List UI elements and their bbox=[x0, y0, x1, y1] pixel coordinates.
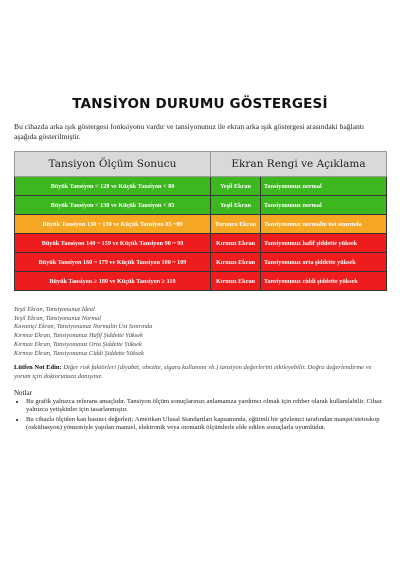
range-cell: Büyük Tansiyon 160 ~ 179 ve Küçük Tansiyon 100 ~ 109 bbox=[15, 253, 211, 272]
range-cell: Büyük Tansiyon ≥ 180 ve Küçük Tansiyon ≥ 110 bbox=[15, 272, 211, 291]
notes-list bbox=[14, 398, 396, 434]
note-item: • Bu cihazla ölçülen kan basıncı değerleri; Amerikan Ulusal Standartları kapsamında, eğitimli bir gözlemci tarafından manşet/stetoskop (oskültasyon) yöntemiyle yapılan manuel, elektronik veya otomatik ölçümlerle elde edilen sonuçlarla uyumludur. bbox=[26, 416, 396, 433]
notes-heading: Notlar bbox=[14, 389, 32, 397]
description-cell: Tansiyonunuz normal bbox=[261, 196, 387, 215]
screen-color-cell: Yeşil Ekran bbox=[211, 177, 261, 196]
range-cell: Büyük Tansiyon < 120 ve Küçük Tansiyon < 80 bbox=[15, 177, 211, 196]
legend-item: Kırmızı Ekran, Tansiyonunuz Ciddi Şiddette Yüksek bbox=[14, 349, 144, 357]
description-cell: Tansiyonunuz normal bbox=[261, 177, 387, 196]
table-row bbox=[15, 215, 387, 234]
description-cell: Tansiyonunuz hafif şiddette yüksek bbox=[261, 234, 387, 253]
range-cell: Büyük Tansiyon < 130 ve Küçük Tansiyon < 85 bbox=[15, 196, 211, 215]
description-cell: Tansiyonunuz ciddi şiddette yüksek bbox=[261, 272, 387, 291]
legend-item: Kırmızı Ekran, Tansiyonunuz Orta Şiddette Yüksek bbox=[14, 340, 142, 348]
table-row bbox=[15, 272, 387, 291]
table-row bbox=[15, 234, 387, 253]
please-note bbox=[14, 364, 386, 381]
screen-color-cell: Kırmızı Ekran bbox=[211, 272, 261, 291]
range-cell: Büyük Tansiyon 140 ~ 159 ve Küçük Tansiyon 90 ~ 99 bbox=[15, 234, 211, 253]
range-cell: Büyük Tansiyon 130 ~ 139 ve Küçük Tansiyon 85 ~89 bbox=[15, 215, 211, 234]
description-cell: Tansiyonunuz orta şiddette yüksek bbox=[261, 253, 387, 272]
table-row bbox=[15, 177, 387, 196]
header-measurement: Tansiyon Ölçüm Sonucu bbox=[15, 152, 211, 177]
blood-pressure-table bbox=[14, 151, 387, 291]
note-label: Lütfen Not Edin: bbox=[14, 364, 62, 371]
page-title: TANSİYON DURUMU GÖSTERGESİ bbox=[72, 96, 328, 112]
screen-color-cell: Kırmızı Ekran bbox=[211, 253, 261, 272]
note-text: Diğer risk faktörleri (diyabet, obezite, sigara kullanımı vb.) tansiyon değerlerini etkileyebilir. Doğru değerlendirme ve yorum için doktorunuza danışınız. bbox=[14, 364, 372, 380]
intro-paragraph: Bu cihazda arka ışık göstergesi fonksiyonu vardır ve tansiyonunuz ile ekran arka ışık göstergesi arasındaki bağlantı aşağıda gösterilmiştir. bbox=[14, 122, 364, 141]
header-screen-color: Ekran Rengi ve Açıklama bbox=[211, 152, 387, 177]
table-row bbox=[15, 196, 387, 215]
screen-color-cell: Kırmızı Ekran bbox=[211, 234, 261, 253]
description-cell: Tansiyonunuz normalin üst sınırında bbox=[261, 215, 387, 234]
legend-list bbox=[14, 306, 386, 358]
table-row bbox=[15, 253, 387, 272]
legend-item: Kırmızı Ekran, Tansiyonunuz Hafif Şiddette Yüksek bbox=[14, 332, 143, 340]
legend-item: Yeşil Ekran, Tansiyonunuz İdeal bbox=[14, 306, 95, 313]
legend-item: Yeşil Ekran, Tansiyonunuz Normal bbox=[14, 314, 102, 322]
note-item: • Bu grafik yalnızca referans amaçlıdır. Tansiyon ölçüm sonuçlarınızı anlamanıza yardımcı olmak için rehber olarak kullanılabilir. Cihaz yalnızca yetişkinler için tasarlanmıştır. bbox=[26, 398, 396, 415]
legend-item: Kavuniçi Ekran, Tansiyonunuz Normalin Üst Sınırında bbox=[14, 323, 153, 331]
screen-color-cell: Turuncu Ekran bbox=[211, 215, 261, 234]
table-header-row bbox=[15, 152, 387, 177]
screen-color-cell: Yeşil Ekran bbox=[211, 196, 261, 215]
